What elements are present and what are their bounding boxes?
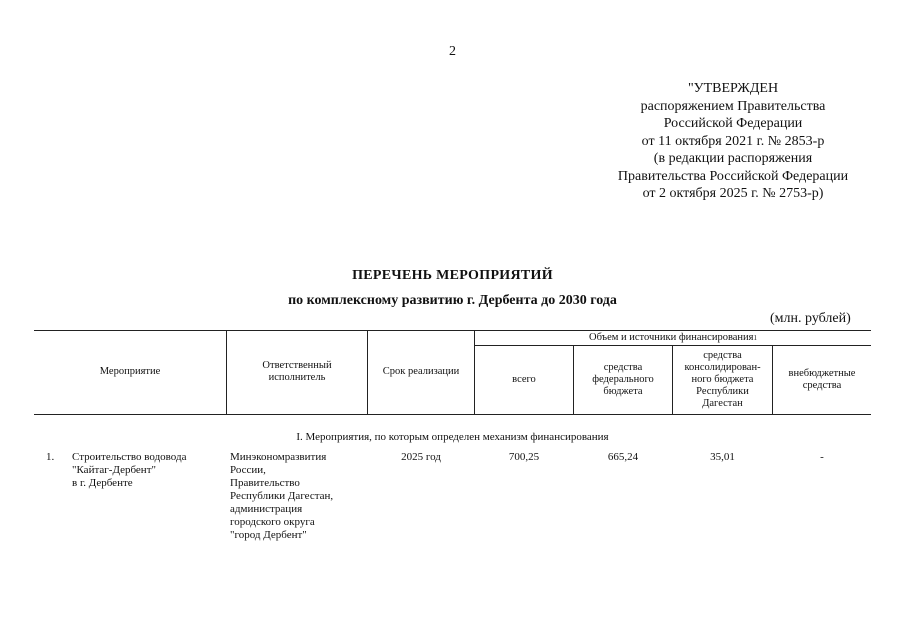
approval-line: (в редакции распоряжения: [653, 151, 813, 166]
row-regional: 35,01: [710, 451, 735, 463]
header-federal-label: средства федерального бюджета: [592, 362, 654, 397]
header-funding-group-label: Объем и источники финансирования: [589, 331, 754, 343]
approval-line: "УТВЕРЖДЕН: [687, 81, 779, 96]
approval-block: [598, 80, 868, 203]
row-responsible-line: городского округа: [230, 516, 315, 528]
row-responsible-line: Республики Дагестан,: [230, 490, 334, 502]
row-responsible-line: России,: [230, 464, 266, 476]
header-total: [475, 346, 573, 414]
row-federal: 665,24: [607, 451, 639, 463]
row-extrabudget: -: [820, 451, 824, 463]
header-total-label: всего: [512, 374, 536, 385]
header-funding-group: [475, 330, 871, 345]
approval-line: Правительства Российской Федерации: [617, 168, 849, 184]
row-event-line: "Кайтаг-Дербент": [72, 464, 156, 476]
row-responsible-line: Правительство: [230, 477, 300, 489]
approval-line: от 2 октября 2025 г. № 2753-р): [642, 186, 824, 201]
section-title: I. Мероприятия, по которым определен механизм финансирования: [296, 431, 609, 443]
row-total: 700,25: [508, 451, 540, 463]
row-event-line: в г. Дербенте: [72, 477, 133, 489]
header-period-label: Срок реализации: [382, 366, 460, 377]
document-subtitle: по комплексному развитию г. Дербента до 2030 года: [288, 293, 617, 308]
row-responsible-line: "город Дербент": [230, 529, 307, 541]
document-title: ПЕРЕЧЕНЬ МЕРОПРИЯТИЙ: [352, 268, 553, 283]
header-regional: [673, 346, 772, 414]
row-event-line: Строительство водовода: [72, 451, 187, 463]
row-event: [72, 451, 227, 490]
header-federal: [574, 346, 672, 414]
header-regional-label: средства консолидирован-ного бюджета Республики Дагестан: [684, 350, 761, 409]
header-responsible: [227, 330, 367, 414]
header-event: [34, 330, 226, 414]
units-label: (млн. рублей): [770, 311, 851, 326]
row-responsible-line: администрация: [230, 503, 303, 515]
page-number: 2: [449, 44, 456, 59]
row-responsible: [230, 451, 370, 542]
row-period: 2025 год: [401, 451, 441, 463]
approval-line: Российской Федерации: [663, 116, 803, 131]
approval-line: от 11 октября 2021 г. № 2853-р: [641, 133, 825, 149]
row-responsible-line: Минэкономразвития: [230, 451, 327, 463]
header-bottom-rule: [34, 414, 871, 415]
header-extrabudget-label: внебюджетные средства: [788, 368, 856, 391]
header-period: [368, 330, 474, 414]
header-responsible-label: Ответственный исполнитель: [262, 360, 332, 383]
header-extrabudget: [773, 346, 871, 414]
row-number: 1.: [46, 451, 55, 463]
header-event-label: Мероприятие: [99, 366, 161, 377]
footnote-marker: 1: [753, 333, 757, 342]
approval-line: распоряжением Правительства: [640, 98, 826, 114]
